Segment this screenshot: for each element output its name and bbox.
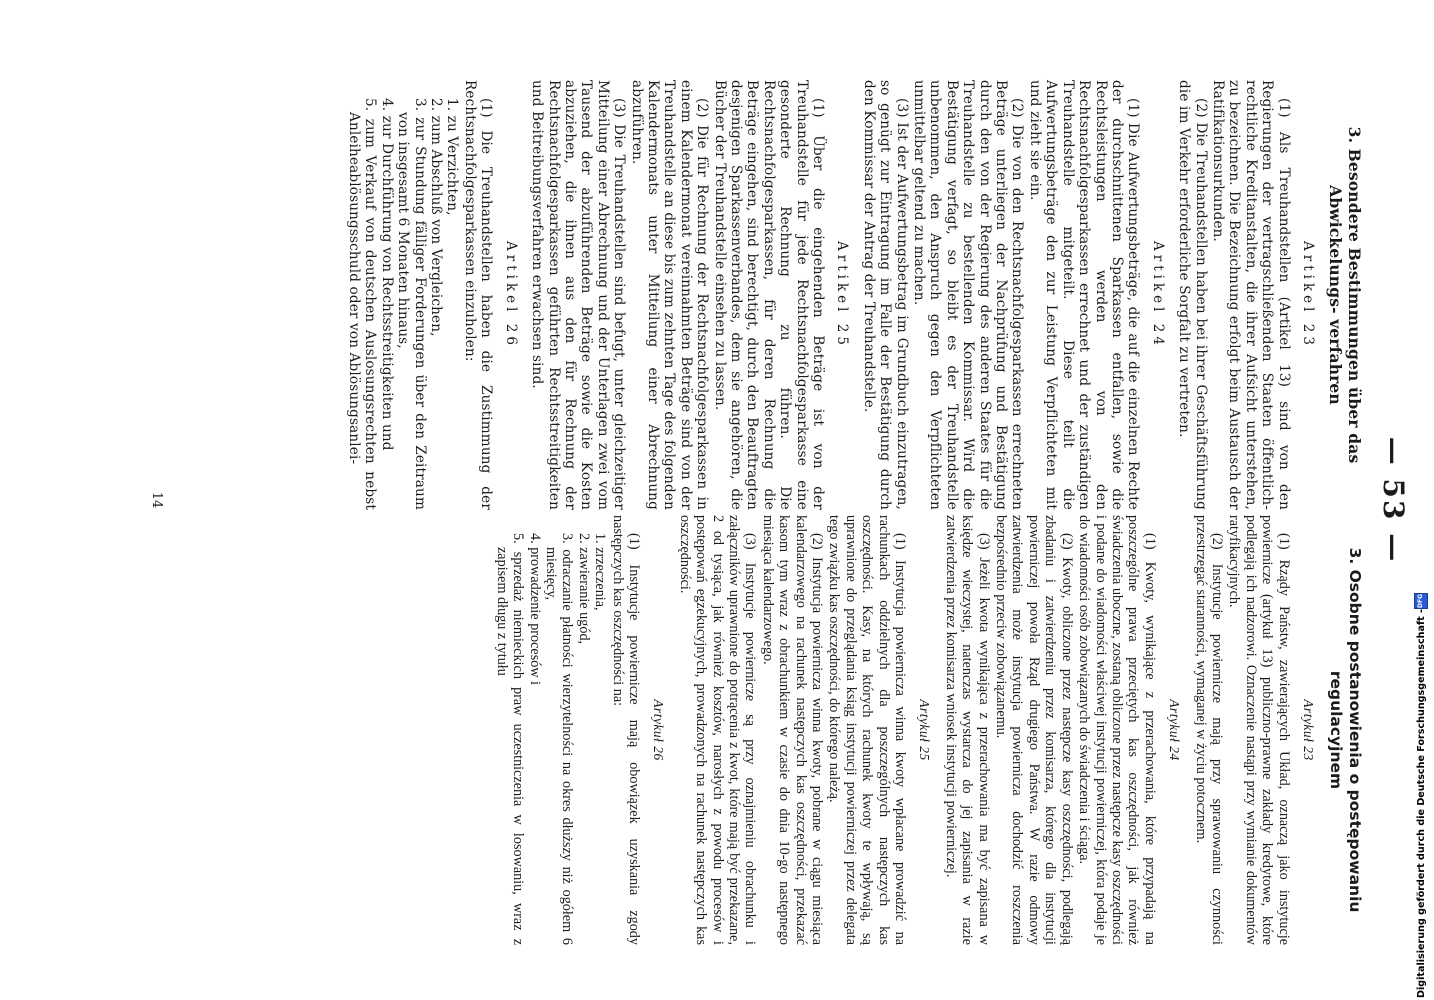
german-art25-para2: (2) Die für Rechnung der Rechtsnachfolgesparkassen in einem Kalendermonat vereinnahmten Beträge sind von der Treuhandstelle an diese bis zum zehnten Tage des folgenden Kalendermonats unter Mitteilung einer Abrechnung abzuführen.	[628, 80, 711, 510]
german-article-25-title: Artikel 25	[834, 241, 851, 349]
list-item: 2. zum Abschluß von Vergleichen,	[428, 98, 445, 337]
polish-art25-para3: (3) Instytucje powiernicze są przy oznajmieniu obrachunku i załączników uprawnione do potrącenia z kwot, które mają być przekazane, 2 od tysiąca, jak również kosztów, narosłych z powodu procesów i postępowań egzekucyjnych, prowadzonych na rachunek następczych kas oszczędności.	[676, 515, 759, 945]
list-item: 1. zrzeczenia,	[592, 533, 609, 611]
polish-art24-para3: (3) Jeżeli kwota wynikająca z przerachowania ma być zapisana w księdze wieczystej, natenczas wystarcza do jej zapisania w razie zatwierdzenia przez komisarza wniosek instytucji powierniczej.	[942, 515, 992, 945]
polish-art24-para2: (2) Kwoty, obliczone przez następcze kasy oszczędności, podlegają zbadaniu i zatwierdzeniu przez komisarza, którego dla instytucji powierniczej powoła Rząd drugiego Państwa. W razie odmowy zatwierdzenia może instytucja powiernicza dochodzić roszczenia bezpośrednio przeciw zobowiązanemu.	[993, 515, 1075, 945]
list-item: 3. zur Stundung fälliger Forderungen über den Zeitraum von insgesamt 6 Monaten hinaus,	[395, 98, 428, 510]
polish-article-24-title: Artykuł 24	[1167, 699, 1183, 761]
german-art25-para1: (1) Über die eingehenden Beträge ist von der Treuhandstelle für jede Rechtsnachfolgesparkasse eine gesonderte Rechnung zu führen. Die Rechtsnachfolgesparkassen, für deren Rechnung die Beträge eingehen, sind berechtigt, durch den Beauftragten desjenigen Sparkassenverbandes, dem sie angehören, die Bücher der Treuhandstelle einsehen zu lassen.	[711, 80, 827, 510]
german-art24-para1: (1) Die Aufwertungsbeträge, die auf die einzelnen Rechte der durchschnittenen Sparkassen entfallen, sowie die Rechtsleistungen werden von den Rechtsnachfolgesparkassen errechnet und der zuständigen Treuhandstelle mitgeteilt. Diese teilt die Aufwertungsbeträge den zur Leistung Verpflichteten mit und zieht sie ein.	[1026, 80, 1142, 510]
list-item: 2. zawieranie ugód,	[575, 533, 592, 645]
polish-art23-para1: (1) Rządy Państw, zawierających Układ, oznaczą jako instytucje powiernicze (artykuł 13) publiczno-prawne zakłady kredytowe, które podlegają ich nadzorowi. Oznaczenie nastąpi przy wymianie dokumentów ratyfikacyjnych.	[1226, 515, 1292, 945]
polish-art24-para1: (1) Kwoty, wynikające z przerachowania, które przypadają na poszczególne prawa przeciętych kas oszczędności, jak również świadczenia uboczne, zostaną obliczone przez następcze kasy oszczędności i podane do wiadomości właściwej instytucji powierniczej, która podaje je do wiadomości osób zobowiązanych do świadczenia i ściąga.	[1076, 515, 1158, 945]
german-article-23-title: Artikel 23	[1300, 241, 1316, 349]
german-section-heading: 3. Besondere Bestimmungen über das Abwickelungs- verfahren	[1326, 126, 1364, 464]
polish-article-25-title: Artykuł 25	[917, 699, 933, 761]
polish-art26-para1: (1) Instytucje powiernicze mają obowiązek uzyskania zgody następczych kas oszczędności na:	[609, 515, 642, 945]
german-art26-list	[346, 80, 461, 510]
polish-art26-list	[493, 515, 608, 945]
german-art23-para1: (1) Als Treuhandstellen (Artikel 13) sind von den Regierungen der vertragschließenden Staaten öffentlich-rechtliche Kreditanstalten, die ihrer Aufsicht unterstehen, zu bezeichnen. Die Bezeichnung erfolgt beim Austausch der Ratifikationsurkunden.	[1209, 80, 1292, 510]
polish-article-23-title: Artykuł 23	[1301, 699, 1316, 761]
list-item: 3. odraczanie płatności wierzytelności na okres dłuższy niż ogółem 6 miesięcy,	[542, 533, 576, 945]
german-art24-para3: (3) Ist der Aufwertungsbetrag im Grundbuch einzutragen, so genügt zur Eintragung im Falle der Bestätigung durch den Kommissar der Antrag der Treuhandstelle.	[860, 80, 910, 510]
polish-section-heading: 3. Osobne postanowienia o postępowaniu regulacyjnem	[1327, 547, 1364, 913]
folio-number: 14	[149, 491, 164, 509]
polish-art25-para1: (1) Instytucja powiernicza winna kwoty wpłacane prowadzić na rachunkach oddzielnych dla poszczególnych następczych kas oszczędności. Kasy, na których rachunek kwoty te wpływają, są uprawnione do przeglądania ksiąg instytucji powierniczej przez delegata tego związku kas oszczędności, do którego należą.	[826, 515, 909, 945]
polish-article-26-title: Artykuł 26	[651, 699, 667, 761]
german-art24-para2: (2) Die von den Rechtsnachfolgesparkassen errechneten Beträge unterliegen der Nachprüfung und Bestätigung durch den von der Regierung des anderen Staates für die Treuhandstelle zu bestellenden Kommissar. Wird die Bestätigung verfagt, so bleibt es der Treuhandstelle unbenommen, den Anspruch gegen den Verpflichteten unmittelbar geltend zu machen.	[911, 80, 1026, 510]
digitization-credit	[1411, 6, 1431, 998]
list-item: 5. sprzedaż niemieckich praw uczestniczenia w losowaniu, wraz z zapisem długu z tytułu	[493, 533, 527, 945]
german-column	[346, 80, 1364, 510]
list-item: 1. zu Verzichten,	[444, 98, 461, 216]
german-article-26-title: Artikel 26	[502, 241, 519, 349]
page-number: — 53 —	[1377, 436, 1410, 564]
german-art25-para3: (3) Die Treuhandstellen sind befugt, unter gleichzeitiger Mitteilung einer Abrechnung und der Unterlagen zwei vom Tausend der abzuführenden Beträge sowie die Kosten abzuziehen, die ihnen aus den für Rechnung der Rechtsnachfolgesparkassen geführten Rechtsstreitigkeiten und Beitreibungsverfahren erwachsen sind.	[529, 80, 628, 510]
german-art26-para1: (1) Die Treuhandstellen haben die Zustimmung der Rechtsnachfolgesparkassen einzuholen:	[461, 80, 495, 510]
german-article-24-title: Artikel 24	[1149, 241, 1166, 349]
credit-text: Digitalisierung gefördert durch die Deutsche Forschungsgemeinschaft -	[1415, 608, 1427, 998]
list-item: 4. prowadzenie procesów i	[526, 533, 543, 686]
dfg-logo-icon: DFG	[1414, 593, 1428, 609]
polish-art25-para2: (2) Instytucja powiernicza winna kwoty, pobrane w ciągu miesiąca kalendarzowego na rachunek następczych kas oszczędności, przekazać kasom tym wraz z obrachunkiem w czasie do dnia 10-go następnego miesiąca kalendarzowego.	[759, 515, 826, 945]
german-art23-para2: (2) Die Treuhandstellen haben bei ihrer Geschäftsführung die im Verkehr erforderliche Sorgfalt zu vertreten.	[1176, 80, 1209, 510]
polish-column	[493, 515, 1364, 945]
polish-art23-para2: (2) Instytucje powiernicze mają przy sprawowaniu czynności przestrzegać staranności, wymaganej w życiu potocznem.	[1192, 515, 1225, 945]
list-item: 4. zur Durchführung von Rechtsstreitigkeiten und	[378, 98, 395, 451]
list-item: 5. zum Verkauf von deutschen Auslosungsrechten nebst Anleiheablösungsschuld oder von Ablösungsanlei-	[346, 98, 379, 510]
